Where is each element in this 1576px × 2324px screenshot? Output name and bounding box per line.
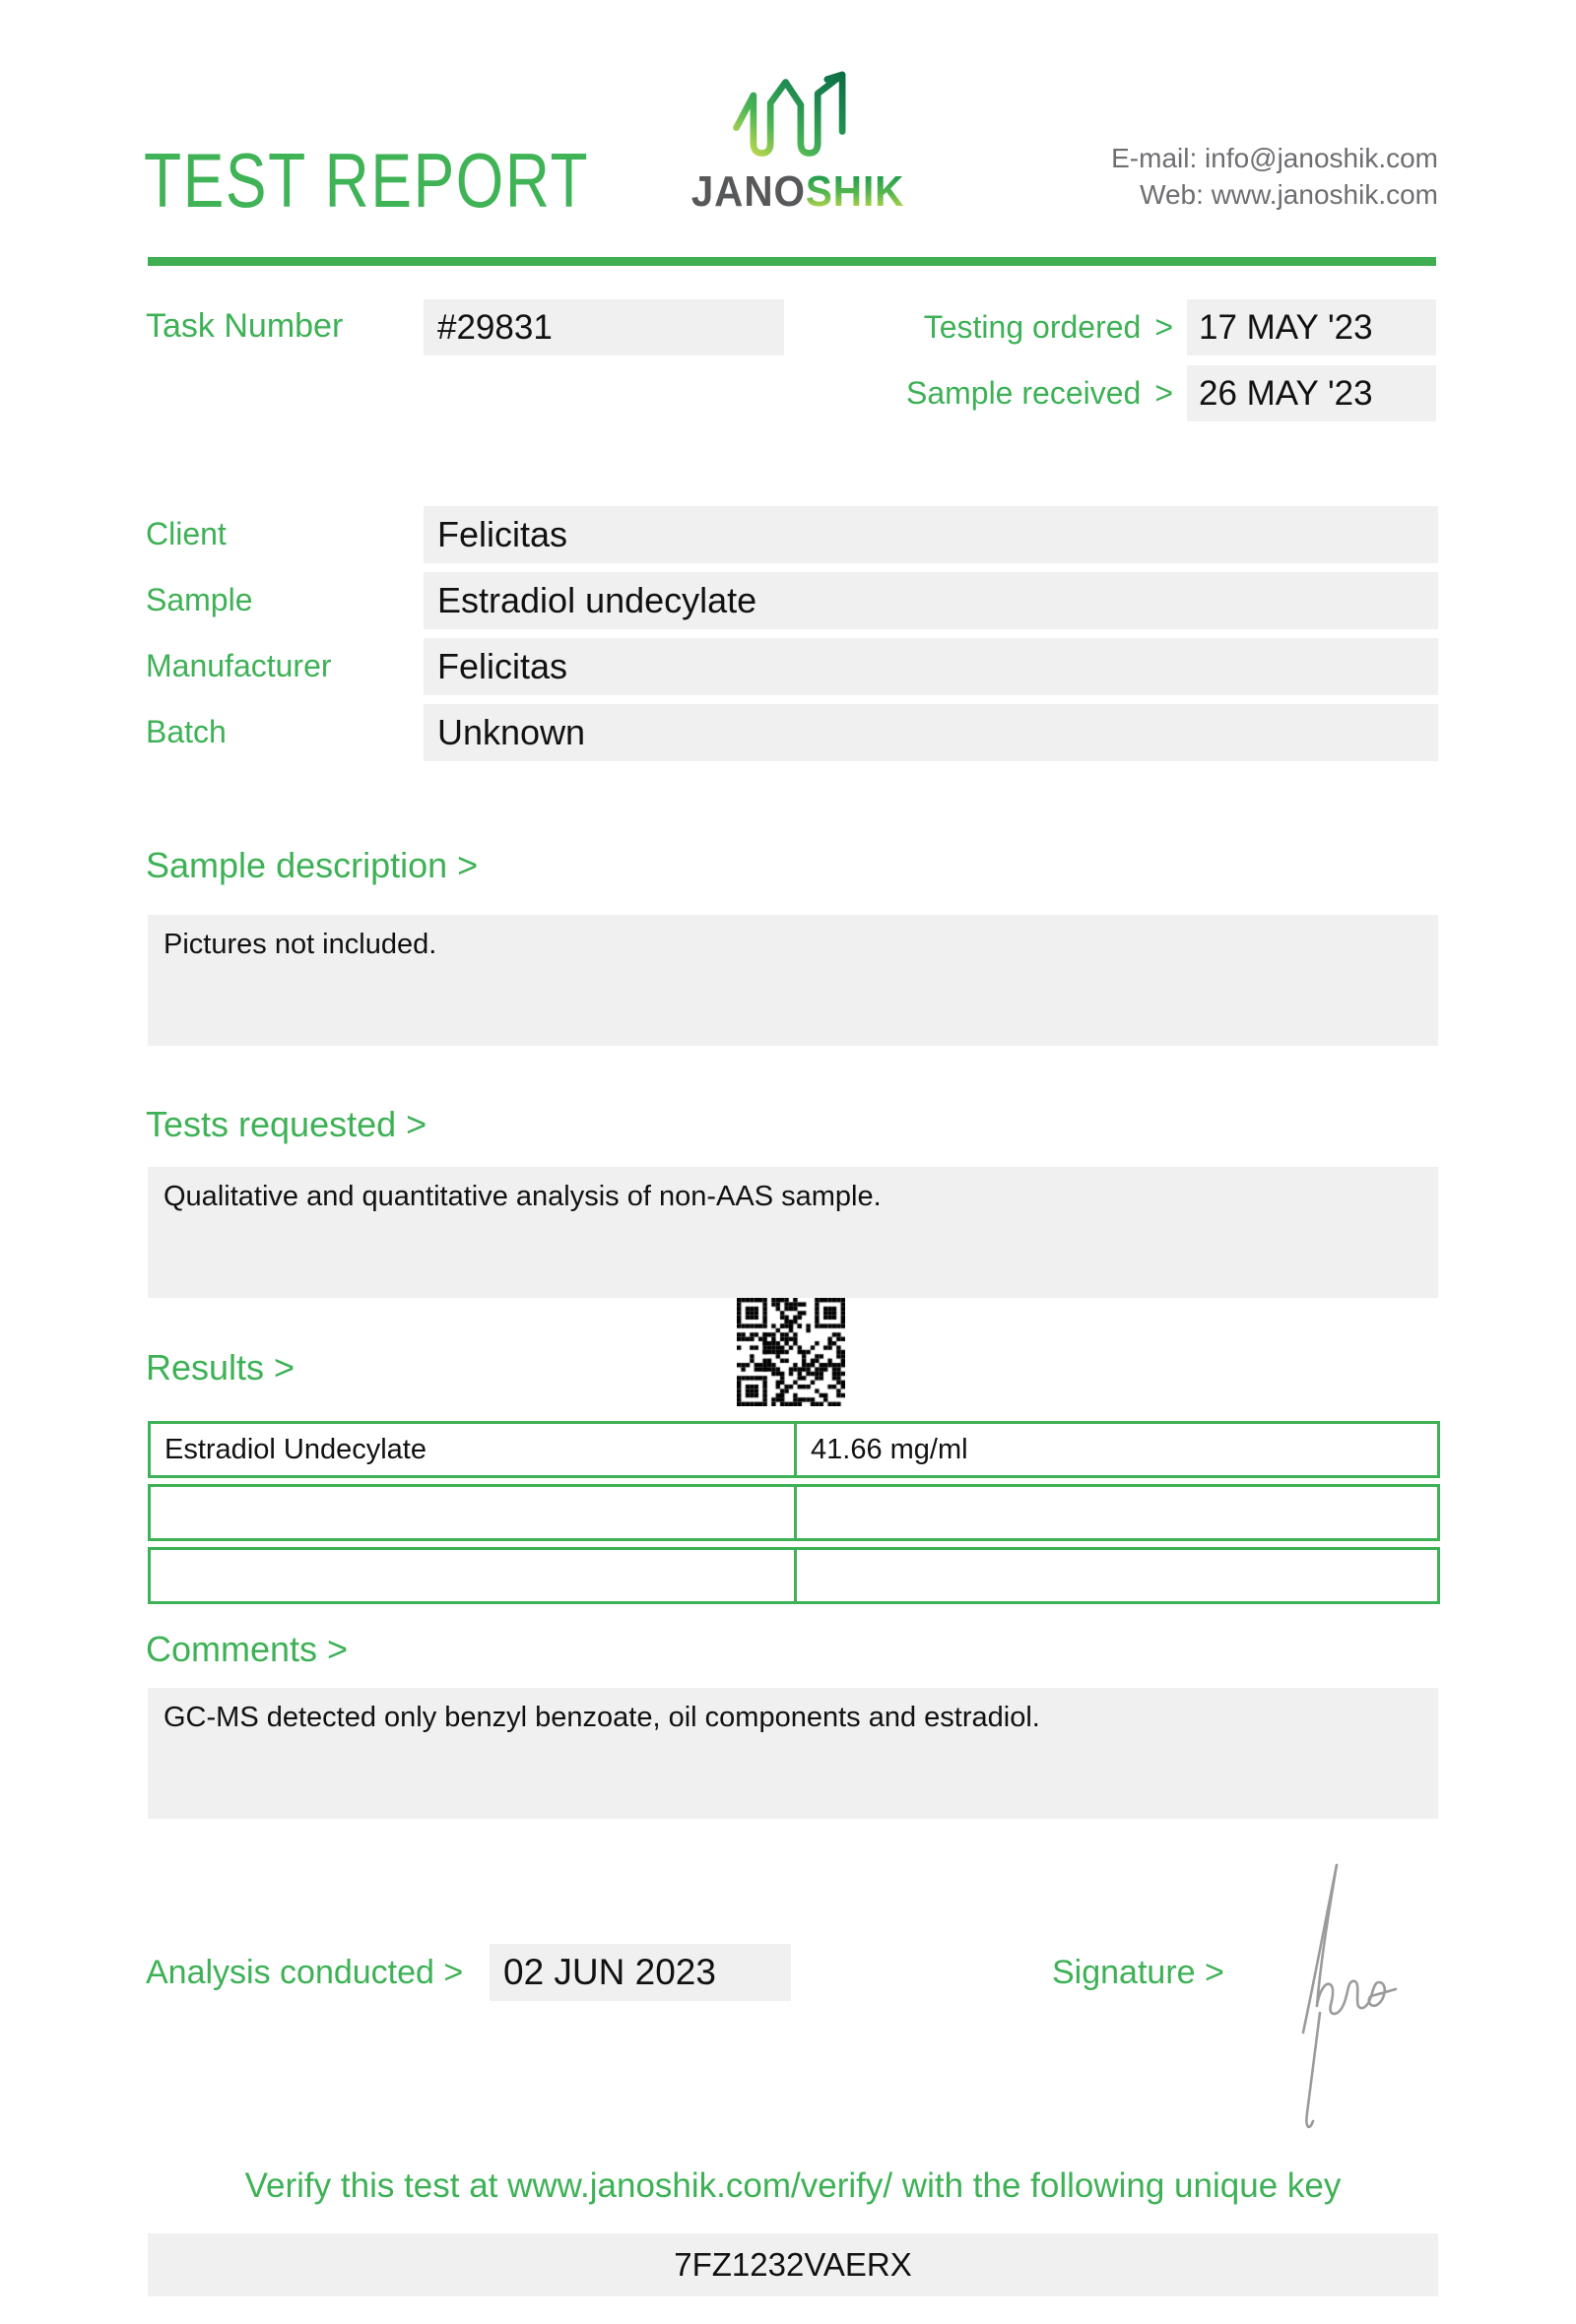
results-heading: Results > — [146, 1347, 296, 1388]
page-title: TEST REPORT — [144, 137, 590, 224]
manufacturer-label: Manufacturer — [146, 648, 332, 683]
result-value-cell — [797, 1487, 1437, 1538]
result-value-cell: 41.66 mg/ml — [811, 1434, 968, 1465]
signature-scribble — [1266, 1853, 1423, 2149]
contact-email: E-mail: info@janoshik.com — [1111, 143, 1438, 173]
results-table — [148, 1421, 1440, 1610]
table-row — [148, 1421, 1440, 1478]
batch-label: Batch — [146, 714, 227, 749]
sample-label: Sample — [146, 582, 253, 617]
client-value: Felicitas — [424, 506, 1438, 563]
logo-chart-arrow-icon — [724, 71, 872, 165]
signature-label: Signature > — [1052, 1954, 1224, 1991]
client-label: Client — [146, 516, 227, 551]
logo-text-jano: JANO — [690, 167, 806, 216]
table-row — [148, 1547, 1440, 1604]
contact-block — [946, 140, 1438, 213]
unique-key: 7FZ1232VAERX — [148, 2233, 1438, 2296]
task-number-label: Task Number — [146, 307, 344, 345]
logo-wordmark — [690, 167, 907, 217]
comments-heading: Comments > — [146, 1629, 349, 1669]
result-value-cell — [797, 1550, 1437, 1601]
sample-description-heading: Sample description > — [146, 845, 479, 885]
task-number-value: #29831 — [424, 299, 784, 355]
table-row — [148, 1484, 1440, 1541]
tests-requested-heading: Tests requested > — [146, 1104, 427, 1144]
contact-web: Web: www.janoshik.com — [1140, 179, 1438, 210]
arrow-glyph: > — [1154, 375, 1173, 411]
result-substance-cell: Estradiol Undecylate — [151, 1424, 797, 1475]
logo-text-shik: SHIK — [805, 167, 905, 216]
arrow-glyph: > — [1154, 309, 1173, 345]
sample-description-body: Pictures not included. — [148, 915, 1438, 1046]
analysis-conducted-date: 02 JUN 2023 — [490, 1944, 791, 2001]
verify-instruction: Verify this test at www.janoshik.com/verify/ with the following unique key — [244, 2166, 1342, 2205]
comments-body: GC-MS detected only benzyl benzoate, oil components and estradiol. — [148, 1688, 1438, 1819]
testing-ordered-row — [924, 299, 1436, 355]
testing-ordered-label: Testing ordered — [923, 309, 1142, 345]
tests-requested-body: Qualitative and quantitative analysis of non-AAS sample. — [148, 1167, 1438, 1298]
testing-ordered-date: 17 MAY '23 — [1187, 299, 1436, 355]
sample-received-row — [906, 365, 1436, 421]
sample-received-label: Sample received — [905, 375, 1142, 411]
result-substance-cell — [151, 1550, 797, 1601]
result-substance-cell — [151, 1487, 797, 1538]
header-divider — [148, 257, 1436, 266]
batch-value: Unknown — [424, 704, 1438, 761]
qr-code — [737, 1298, 845, 1406]
manufacturer-value: Felicitas — [424, 638, 1438, 695]
janoshik-logo — [680, 71, 916, 217]
sample-value: Estradiol undecylate — [424, 572, 1438, 629]
sample-received-date: 26 MAY '23 — [1187, 365, 1436, 421]
analysis-conducted-label: Analysis conducted > — [146, 1954, 464, 1991]
